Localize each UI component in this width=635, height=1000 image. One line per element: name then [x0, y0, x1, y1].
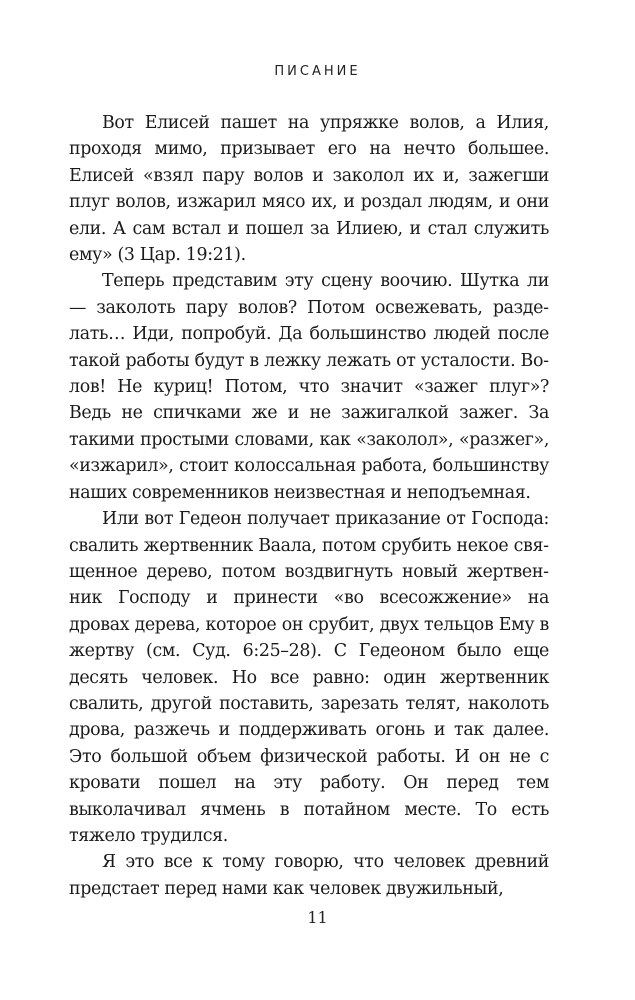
page-number: 11	[307, 908, 328, 927]
paragraph-1: Вот Елисей пашет на упряжке волов, а Илия, проходя мимо, призывает его на нечто большее. Елисей «взял пару волов и заколол их и, зажегши плуг волов, изжарил мясо их, и роздал людям, и они ели. А сам встал и пошел за Илиею, и стал служить ему» (3 Цар. 19:21).	[69, 113, 549, 266]
paragraph-4: Я это все к тому говорю, что человек древний предстает перед нами как человек двужильный,	[69, 852, 549, 899]
running-head: ПИСАНИЕ	[274, 64, 361, 79]
paragraph-2: Теперь представим эту сцену воочию. Шутка ли — заколоть пару волов? Потом освежевать, разделать… Иди, попробуй. Да большинство людей после такой работы будут в лежку лежать от усталости. Волов! Не куриц! Потом, что значит «зажег плуг»? Ведь не спичками же и не зажигалкой зажег. За такими простыми словами, как «заколол», «разжег», «изжарил», стоит колоссальная работа, большинству наших современников неизвестная и неподъемная.	[69, 271, 549, 503]
paragraph-3: Или вот Гедеон получает приказание от Господа: свалить жертвенник Ваала, потом срубить некое священное дерево, потом воздвигнуть новый жертвенник Господу и принести «во всесожжение» на дровах дерева, которое он срубит, двух тельцов Ему в жертву (см. Суд. 6:25–28). С Гедеоном было еще десять человек. Но все равно: один жертвенник свалить, другой поставить, зарезать телят, наколоть дрова, разжечь и поддерживать огонь и так далее. Это большой объем физической работы. И он не с кровати пошел на эту работу. Он перед тем выколачивал ячмень в потайном месте. То есть тяжело трудился.	[69, 509, 549, 846]
body-text	[69, 110, 549, 902]
